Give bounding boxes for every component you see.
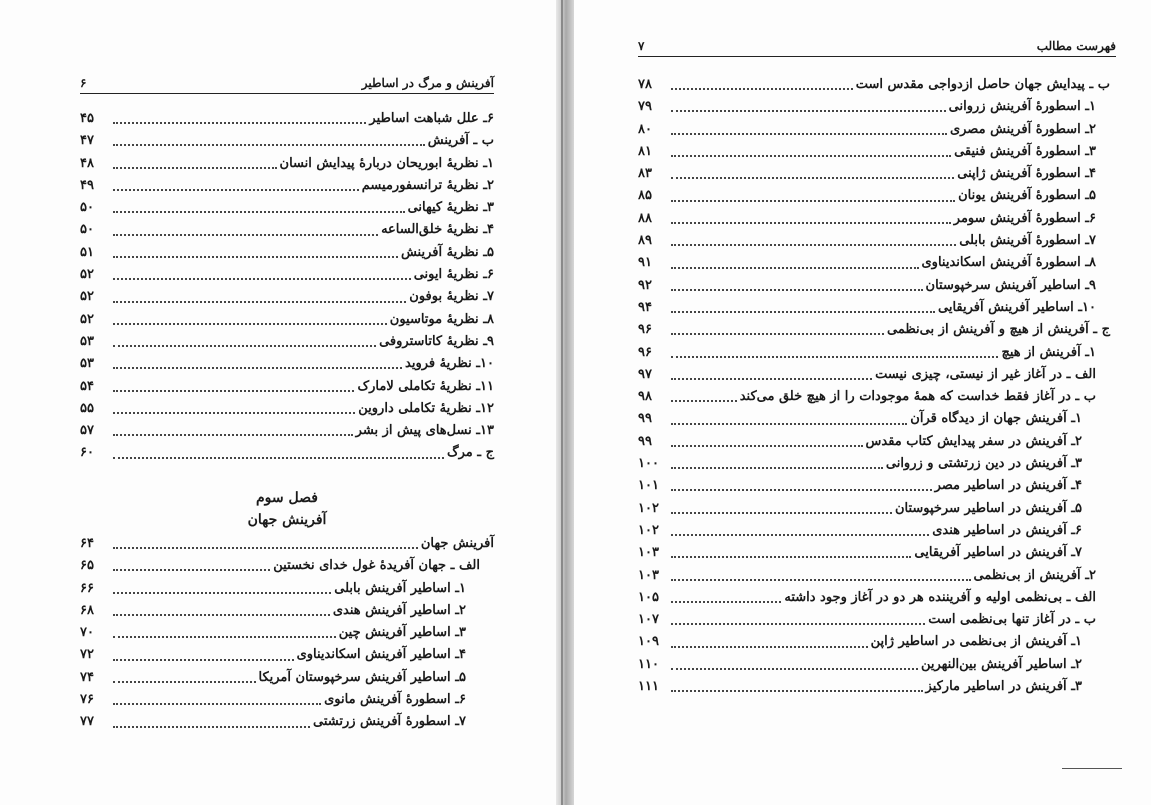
toc-entry-page: ۹۶ [638,344,652,360]
toc-entry [80,555,494,577]
toc-entry-title: ۱ـ نظریهٔ ابوریحان دربارهٔ پیدایش انسان [279,155,494,171]
toc-entry [638,208,1110,230]
toc-entry-page: ۱۰۳ [638,567,659,583]
toc-entry-title: ۵ـ نظریهٔ آفرینش [400,244,494,260]
toc-dot-leader [671,593,781,603]
toc-entry-page: ۹۴ [638,299,652,315]
toc-entry [80,264,494,286]
toc-entry-title: ۷ـ آفرینش در اساطیر آفریقایی [914,545,1082,561]
toc-entry [638,297,1110,319]
toc-dot-leader [671,615,925,625]
toc-entry [80,689,494,711]
toc-dot-leader [113,382,354,392]
toc-entry [638,342,1110,364]
toc-dot-leader [113,293,406,303]
toc-dot-leader [671,325,884,335]
toc-entry-title: ۶ـ اسطورهٔ آفرینش سومر [953,210,1096,226]
toc-dot-leader [671,481,932,491]
chapter-toc-list [80,533,494,734]
toc-entry [638,520,1110,542]
toc-dot-leader [671,102,946,112]
toc-entry [638,230,1110,252]
toc-entry [638,252,1110,274]
toc-entry-title: ۵ـ اسطورهٔ آفرینش یونان [958,188,1096,204]
toc-entry-page: ۵۲ [80,289,94,305]
toc-entry-title: ۸ـ نظریهٔ موتاسیون [389,311,494,327]
toc-entry [80,667,494,689]
toc-entry-page: ۸۹ [638,233,652,249]
toc-entry-page: ۱۰۷ [638,612,659,628]
toc-entry-title: ۸ـ اسطورهٔ آفرینش اسکاندیناوی [921,255,1096,271]
toc-entry-title: ۱ـ اساطیر آفرینش بابلی [334,580,466,596]
toc-dot-leader [671,437,863,447]
toc-entry [80,420,494,442]
toc-dot-leader [113,226,378,236]
toc-entry-title: ۲ـ اساطیر آفرینش بین‌النهرین [920,656,1082,672]
left-toc-list [80,108,494,465]
toc-entry-page: ۵۲ [80,267,94,283]
toc-entry [80,242,494,264]
toc-entry-title: ۳ـ نظریهٔ کیهانی [407,200,494,216]
toc-entry [638,475,1110,497]
toc-entry-title: ج ـ آفرینش از هیچ و آفرینش از بی‌نظمی [887,322,1110,338]
toc-entry [638,141,1110,163]
toc-entry-title: ۶ـ اسطورهٔ آفرینش مانوی [324,692,466,708]
toc-entry-title: الف ـ جهان آفریدهٔ غول خدای نخستین [273,558,480,574]
toc-entry-page: ۷۷ [80,714,94,730]
toc-entry-page: ۵۲ [80,311,94,327]
toc-entry [638,631,1110,653]
toc-dot-leader [671,348,998,358]
right-page-header [638,35,1116,57]
toc-entry-page: ۹۲ [638,277,652,293]
toc-entry-page: ۵۵ [80,400,94,416]
toc-entry-page: ۴۷ [80,133,94,149]
toc-dot-leader [671,125,947,135]
toc-dot-leader [671,370,872,380]
toc-entry-page: ۸۱ [638,143,652,159]
toc-entry-title: ۱۰ـ اساطیر آفرینش آفریقایی [938,299,1096,315]
toc-dot-leader [113,539,418,549]
book-gutter [556,0,574,805]
toc-entry-page: ۸۵ [638,188,652,204]
toc-dot-leader [671,80,853,90]
toc-entry-title: ۲ـ اساطیر آفرینش هندی [332,602,466,618]
toc-entry-page: ۷۹ [638,99,652,115]
toc-entry-title: ۲ـ نظریهٔ ترانسفورمیسم [361,177,494,193]
toc-entry-page: ۹۱ [638,255,652,271]
toc-entry-page: ۶۶ [80,580,94,596]
toc-entry-title: ۶ـ نظریهٔ ایونی [413,267,494,283]
chapter-title: آفرینش جهان [247,512,327,528]
right-page-number: ۷ [638,39,645,53]
toc-dot-leader [671,236,956,246]
toc-dot-leader [113,359,402,369]
toc-entry-page: ۵۱ [80,244,94,260]
toc-entry-page: ۱۰۰ [638,456,659,472]
toc-entry-page: ۸۰ [638,121,652,137]
toc-dot-leader [113,718,310,728]
toc-dot-leader [113,561,270,571]
toc-entry-page: ۹۸ [638,389,652,405]
toc-dot-leader [671,169,954,179]
toc-entry-page: ۹۶ [638,322,652,338]
toc-dot-leader [671,638,868,648]
toc-entry [80,644,494,666]
toc-entry-page: ۶۰ [80,445,94,461]
toc-dot-leader [671,415,907,425]
toc-dot-leader [113,159,277,169]
toc-dot-leader [113,114,366,124]
toc-entry [80,219,494,241]
toc-entry-page: ۱۱۱ [638,679,659,695]
toc-entry-title: ب ـ آفرینش [427,133,494,149]
toc-entry-page: ۹۹ [638,433,652,449]
toc-entry [80,108,494,130]
toc-entry [638,565,1110,587]
toc-dot-leader [113,426,353,436]
toc-dot-leader [113,449,444,459]
toc-entry [80,600,494,622]
toc-entry-page: ۱۰۲ [638,522,659,538]
toc-entry-title: ۷ـ اسطورهٔ آفرینش بابلی [959,233,1096,249]
toc-entry-title: ۷ـ نظریهٔ بوفون [409,289,494,305]
toc-entry [80,153,494,175]
toc-entry-title: ۳ـ آفرینش در دین زرتشتی و زروانی [885,456,1082,472]
toc-entry-page: ۱۰۱ [638,478,659,494]
toc-dot-leader [671,214,951,224]
toc-entry [638,542,1110,564]
left-page-header [80,70,494,94]
toc-entry [638,163,1110,185]
toc-entry [638,654,1110,676]
toc-dot-leader [671,660,918,670]
toc-entry [80,175,494,197]
toc-entry-title: ۹ـ اساطیر آفرینش سرخپوستان [925,277,1096,293]
toc-dot-leader [113,136,425,146]
toc-entry [638,676,1110,698]
chapter-label: فصل سوم [256,490,318,506]
toc-entry [638,185,1110,207]
toc-dot-leader [671,459,883,469]
toc-dot-leader [671,281,923,291]
toc-entry [638,275,1110,297]
toc-entry-title: ۲ـ آفرینش از بی‌نظمی [973,567,1096,583]
toc-dot-leader [113,673,256,683]
toc-entry [638,119,1110,141]
toc-entry-title: ۷ـ اسطورهٔ آفرینش زرتشتی [313,714,466,730]
toc-entry-page: ۴۸ [80,155,94,171]
toc-entry [80,622,494,644]
toc-dot-leader [113,606,330,616]
toc-entry [638,431,1110,453]
footer-rule [1062,768,1122,769]
toc-dot-leader [113,628,336,638]
toc-entry-page: ۱۱۰ [638,656,659,672]
toc-entry [638,453,1110,475]
toc-entry-page: ۷۸ [638,77,652,92]
toc-entry-title: ۱ـ آفرینش از هیچ [1001,344,1096,360]
toc-entry-page: ۵۰ [80,200,94,216]
toc-entry-title: ۱ـ آفرینش از بی‌نظمی در اساطیر ژاپن [870,634,1082,650]
toc-entry [80,331,494,353]
toc-entry-title: ۳ـ اسطورهٔ آفرینش فنیقی [954,143,1096,159]
toc-entry [80,442,494,464]
toc-dot-leader [113,181,359,191]
left-page-number: ۶ [80,76,87,90]
toc-entry-page: ۶۵ [80,558,94,574]
toc-entry [80,130,494,152]
toc-entry [638,408,1110,430]
toc-entry [638,386,1110,408]
gutter-fold-line [561,0,563,805]
toc-entry-title: آفرینش جهان [420,536,494,551]
toc-entry [638,609,1110,631]
toc-entry-title: ۵ـ اساطیر آفرینش سرخپوستان آمریکا [258,669,466,685]
toc-entry-title: الف ـ در آغاز غیر از نیستی، چیزی نیست [875,366,1096,382]
toc-dot-leader [671,259,919,269]
toc-entry-title: ۳ـ آفرینش در اساطیر ماركيز [925,679,1082,695]
toc-entry-title: ب ـ در آغاز تنها بی‌نظمی است [928,612,1096,628]
toc-dot-leader [113,695,321,705]
toc-entry-page: ۱۰۵ [638,589,659,605]
toc-dot-leader [671,147,951,157]
toc-entry-page: ۱۰۳ [638,545,659,561]
toc-entry-page: ۱۰۲ [638,500,659,516]
right-page-running-title: فهرست مطالب [1036,39,1116,53]
toc-entry-title: ۱۰ـ نظریهٔ فروید [405,356,494,372]
toc-entry-title: ۵ـ آفرینش در اساطیر سرخپوستان [894,500,1082,516]
toc-entry-title: ۲ـ اسطورهٔ آفرینش مصری [949,121,1096,137]
toc-entry-page: ۵۳ [80,356,94,372]
toc-dot-leader [113,203,405,213]
toc-dot-leader [113,584,331,594]
toc-entry-page: ۶۴ [80,536,94,551]
toc-entry-page: ۷۰ [80,625,94,641]
toc-entry-title: ۱ـ آفرینش جهان از دیدگاه قرآن [910,411,1082,427]
toc-entry [638,587,1110,609]
toc-entry-title: الف ـ بی‌نظمی اولیه و آفریننده هر دو در آغاز وجود داشته [784,589,1096,605]
toc-entry-page: ۷۶ [80,692,94,708]
toc-entry-title: ب ـ پیدایش جهان حاصل ازدواجی مقدس است [855,77,1110,92]
left-book-page [0,0,556,805]
right-book-page [574,0,1151,805]
toc-entry-title: ۱ـ اسطورهٔ آفرینش زروانی [948,99,1096,115]
toc-entry-title: ب ـ در آغاز فقط خداست که همهٔ موجودات را از هیچ خلق می‌کند [739,389,1096,405]
toc-dot-leader [113,270,411,280]
toc-entry-title: ۱۳ـ نسل‌های پیش از بشر [355,423,494,439]
toc-entry-title: ج ـ مرگ [446,445,494,461]
left-page-running-title: آفرینش و مرگ در اساطیر [361,76,494,90]
toc-entry-title: ۹ـ نظریهٔ کاتاستروفی [379,333,494,349]
toc-entry [80,197,494,219]
toc-dot-leader [671,526,929,536]
toc-entry-title: ۶ـ آفرینش در اساطیر هندی [932,522,1082,538]
toc-entry-page: ۵۰ [80,222,94,238]
toc-entry-page: ۵۳ [80,333,94,349]
toc-entry-title: ۴ـ اساطیر آفرینش اسکاندیناوی [296,647,466,663]
toc-dot-leader [671,392,737,402]
toc-entry [638,96,1110,118]
toc-dot-leader [671,548,911,558]
toc-entry-title: ۲ـ آفرینش در سفر پیدایش کتاب مقدس [865,433,1082,449]
toc-dot-leader [671,192,955,202]
toc-entry [80,533,494,555]
toc-entry [638,364,1110,386]
toc-entry [80,353,494,375]
toc-entry [80,376,494,398]
toc-entry [80,578,494,600]
toc-entry-page: ۷۴ [80,669,94,685]
right-toc-list [638,74,1110,698]
toc-dot-leader [671,303,935,313]
toc-entry [638,74,1110,96]
toc-dot-leader [671,682,923,692]
toc-entry-title: ۴ـ اسطورهٔ آفرینش ژاپنی [957,166,1096,182]
toc-entry-page: ۵۴ [80,378,94,394]
toc-entry-page: ۱۰۹ [638,634,659,650]
toc-dot-leader [671,504,892,514]
chapter-heading [80,487,494,531]
toc-entry-title: ۱۲ـ نظریهٔ تکاملی داروین [358,400,494,416]
toc-entry-page: ۵۷ [80,423,94,439]
toc-entry-title: ۴ـ آفرینش در اساطیر مصر [934,478,1082,494]
toc-dot-leader [113,337,376,347]
toc-dot-leader [113,248,398,258]
toc-entry-page: ۴۵ [80,111,94,126]
toc-entry [80,309,494,331]
toc-entry-title: ۱۱ـ نظریهٔ تکاملی لامارک [357,378,494,394]
toc-entry-page: ۶۸ [80,602,94,618]
toc-entry-page: ۷۲ [80,647,94,663]
toc-entry [80,286,494,308]
toc-dot-leader [671,571,971,581]
toc-entry-page: ۹۷ [638,366,652,382]
toc-entry [638,319,1110,341]
toc-entry [80,711,494,733]
toc-dot-leader [113,315,387,325]
toc-entry-page: ۴۹ [80,177,94,193]
toc-entry [80,398,494,420]
toc-entry-page: ۸۳ [638,166,652,182]
toc-entry [638,498,1110,520]
toc-entry-title: ۶ـ علل شباهت اساطیر [369,111,494,126]
toc-dot-leader [113,404,355,414]
toc-entry-title: ۳ـ اساطیر آفرینش چین [338,625,466,641]
toc-dot-leader [113,651,294,661]
toc-entry-title: ۴ـ نظریهٔ خلق‌الساعه [381,222,494,238]
toc-entry-page: ۸۸ [638,210,652,226]
toc-entry-page: ۹۹ [638,411,652,427]
